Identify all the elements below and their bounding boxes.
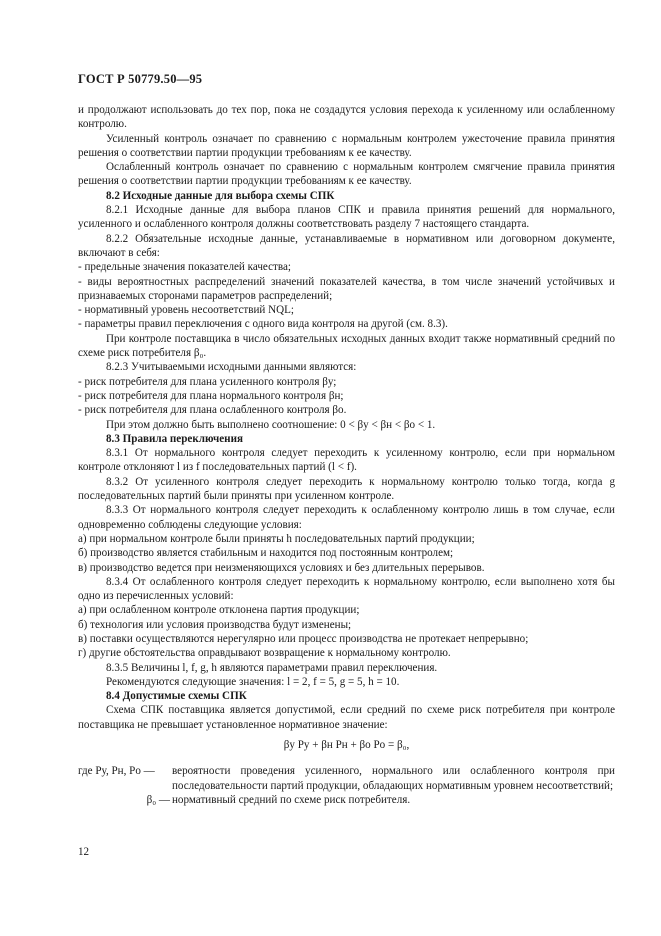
paragraph: При контроле поставщика в число обязательных исходных данных входит также нормативный средний по схеме риск потребителя β₀. xyxy=(78,332,615,360)
list-item: а) при нормальном контроле были приняты h последовательных партий продукции; xyxy=(78,532,475,545)
page-content xyxy=(78,103,615,807)
paragraph: Схема СПК поставщика является допустимой, если средний по схеме риск потребителя при контроле поставщика не превышает установленное нормативное значение: xyxy=(78,704,615,731)
legend-symbols: где Pу, Pн, Pо — xyxy=(78,765,155,778)
paragraph: Усиленный контроль означает по сравнению с нормальным контролем ужесточение правила принятия решения о соответствии партии продукции требованиям к ее качеству. xyxy=(78,132,615,159)
formula-legend-row xyxy=(78,764,615,793)
paragraph: Рекомендуются следующие значения: l = 2, f = 5, g = 5, h = 10. xyxy=(106,675,400,688)
paragraph: 8.3.2 От усиленного контроля следует переходить к нормальному контролю только тогда, когда g последовательных партий были приняты при усиленном контроле. xyxy=(78,475,615,503)
paragraph: 8.2.1 Исходные данные для выбора планов СПК и правила принятия решений для нормального, усиленного и ослабленного контроля должны соответствовать разделу 7 настоящего стандарта. xyxy=(78,204,615,231)
paragraph: 8.3.5 Величины l, f, g, h являются параметрами правил переключения. xyxy=(106,661,438,674)
formula-legend-row xyxy=(78,793,615,807)
list-item: в) поставки осуществляются нерегулярно или процесс производства не протекает непрерывно; xyxy=(78,632,529,645)
legend-definition: вероятности проведения усиленного, нормального или ослабленного контроля при последовательности партий продукции, обладающих нормативным уровнем несоответствий; xyxy=(172,765,615,792)
list-item: - риск потребителя для плана усиленного контроля βу; xyxy=(78,375,337,388)
list-item: - параметры правил переключения с одного вида контроля на другой (см. 8.3). xyxy=(78,318,448,331)
section-heading: 8.4 Допустимые схемы СПК xyxy=(106,690,247,703)
paragraph: 8.3.3 От нормального контроля следует переходить к ослабленному контролю лишь в том случае, если одновременно соблюдены следующие условия: xyxy=(78,504,615,531)
list-item: в) производство ведется при неизменяющихся условиях и без длительных перерывов. xyxy=(78,561,485,574)
list-item: б) технология или условия производства будут изменены; xyxy=(78,618,352,631)
section-heading: 8.3 Правила переключения xyxy=(106,432,243,445)
paragraph: Ослабленный контроль означает по сравнению с нормальным контролем смягчение правила принятия решения о соответствии партии продукции требованиям к ее качеству. xyxy=(78,161,615,188)
list-item: а) при ослабленном контроле отклонена партия продукции; xyxy=(78,604,360,617)
paragraph: 8.2.3 Учитываемыми исходными данными являются: xyxy=(106,361,357,374)
list-item: - предельные значения показателей качества; xyxy=(78,261,291,274)
section-heading: 8.2 Исходные данные для выбора схемы СПК xyxy=(106,189,335,202)
list-item: - риск потребителя для плана нормального контроля βн; xyxy=(78,389,344,402)
paragraph: и продолжают использовать до тех пор, пока не создадутся условия перехода к усиленному или ослабленному контролю. xyxy=(78,104,615,131)
list-item: б) производство является стабильным и находится под постоянным контролем; xyxy=(78,547,454,560)
formula: βу Pу + βн Pн + βо Pо = β₀, xyxy=(283,739,410,752)
list-item: - риск потребителя для плана ослабленного контроля βо. xyxy=(78,404,347,417)
list-item: - нормативный уровень несоответствий NQL; xyxy=(78,304,295,317)
paragraph: 8.2.2 Обязательные исходные данные, устанавливаемые в нормативном или договорном документе, включают в себя: xyxy=(78,232,615,259)
legend-symbols: β₀ — xyxy=(146,793,170,806)
paragraph: 8.3.4 От ослабленного контроля следует переходить к нормальному контролю, если выполнено хотя бы одно из перечисленных условий: xyxy=(78,575,615,603)
document-header: ГОСТ Р 50779.50—95 xyxy=(78,72,203,86)
page-number: 12 xyxy=(78,846,90,858)
list-item: - виды вероятностных распределений значений показателей качества, в том числе значений устойчивых и признаваемых сторонами параметров распределений; xyxy=(78,275,615,302)
paragraph: 8.3.1 От нормального контроля следует переходить к усиленному контролю, если при нормальном контроле отклоняют l из f последовательных партий (l < f). xyxy=(78,447,615,474)
paragraph: При этом должно быть выполнено соотношение: 0 < βу < βн < βо < 1. xyxy=(106,418,436,431)
legend-definition: нормативный средний по схеме риск потребителя. xyxy=(172,793,411,806)
list-item: г) другие обстоятельства оправдывают возвращение к нормальному контролю. xyxy=(78,647,451,660)
